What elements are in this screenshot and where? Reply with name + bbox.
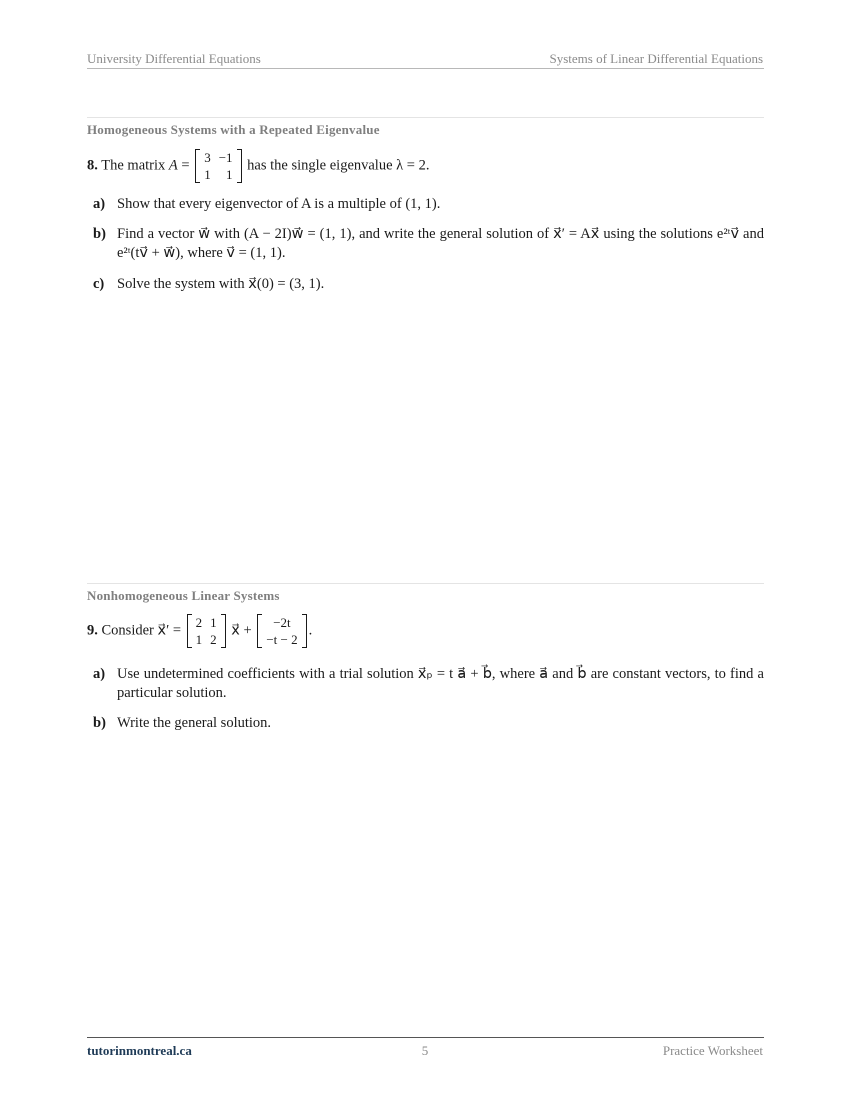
vector-cell: −2t xyxy=(273,615,291,630)
part-label: b) xyxy=(93,226,106,242)
header-course-title: University Differential Equations xyxy=(87,51,261,66)
part-9b xyxy=(93,714,764,734)
part-9a xyxy=(93,665,764,705)
coefficient-matrix xyxy=(187,614,226,648)
section-title: Homogeneous Systems with a Repeated Eigenvalue xyxy=(87,122,380,137)
header-topic-title: Systems of Linear Differential Equations xyxy=(549,51,763,66)
part-8b xyxy=(93,225,764,265)
matrix-cell: 2 xyxy=(195,615,203,630)
footer-site-link[interactable]: tutorinmontreal.ca xyxy=(87,1043,192,1058)
section-divider xyxy=(87,117,764,118)
question-9 xyxy=(87,614,312,648)
question-trail: . xyxy=(308,622,313,639)
matrix-cell: 2 xyxy=(210,632,217,647)
vector-cell: −t − 2 xyxy=(266,632,298,647)
matrix-cell: 1 xyxy=(204,167,211,182)
matrix-cell: 1 xyxy=(226,167,233,182)
question-trail: has the single eigenvalue λ = 2. xyxy=(247,157,430,174)
part-label: c) xyxy=(93,276,105,292)
matrix-variable: A xyxy=(168,157,178,174)
matrix-cell: 3 xyxy=(204,150,211,165)
matrix-cell: 1 xyxy=(210,615,217,630)
footer-rule xyxy=(87,1037,764,1038)
forcing-vector xyxy=(257,614,306,648)
question-number: 8. xyxy=(87,157,98,174)
footer-doc-type: Practice Worksheet xyxy=(662,1043,763,1058)
question-mid: x⃗ + xyxy=(231,622,252,639)
part-text: Solve the system with x⃗(0) = (3, 1). xyxy=(117,276,325,292)
part-text: Show that every eigenvector of A is a multiple of (1, 1). xyxy=(117,196,441,212)
part-label: a) xyxy=(93,196,106,212)
matrix-a xyxy=(195,149,241,183)
section-divider xyxy=(87,583,764,584)
equals-sign: = xyxy=(177,157,190,174)
part-text: Write the general solution. xyxy=(117,715,272,731)
part-8a xyxy=(93,195,764,215)
part-label: a) xyxy=(93,666,106,682)
page-number: 5 xyxy=(421,1043,429,1058)
question-lead: Consider x⃗′ = xyxy=(101,622,182,639)
header-rule xyxy=(87,68,764,69)
part-text: Use undetermined coefficients with a trial solution x⃗ₚ = t a⃗ + b⃗, where a⃗ and b⃗ are constant vectors, to find a particular solution. xyxy=(117,666,764,701)
matrix-cell: 1 xyxy=(195,632,203,647)
part-label: b) xyxy=(93,715,106,731)
question-lead: The matrix xyxy=(101,157,166,174)
section-title: Nonhomogeneous Linear Systems xyxy=(87,588,280,603)
question-8 xyxy=(87,149,429,183)
question-number: 9. xyxy=(87,622,98,639)
part-text: Find a vector w⃗ with (A − 2I)w⃗ = (1, 1), and write the general solution of x⃗′ = Ax⃗ using the solutions e²ᵗv⃗ and e²ᵗ(tv⃗ + w⃗), where v⃗ = (1, 1). xyxy=(117,226,764,261)
part-8c xyxy=(93,275,764,295)
matrix-cell: −1 xyxy=(218,150,233,165)
